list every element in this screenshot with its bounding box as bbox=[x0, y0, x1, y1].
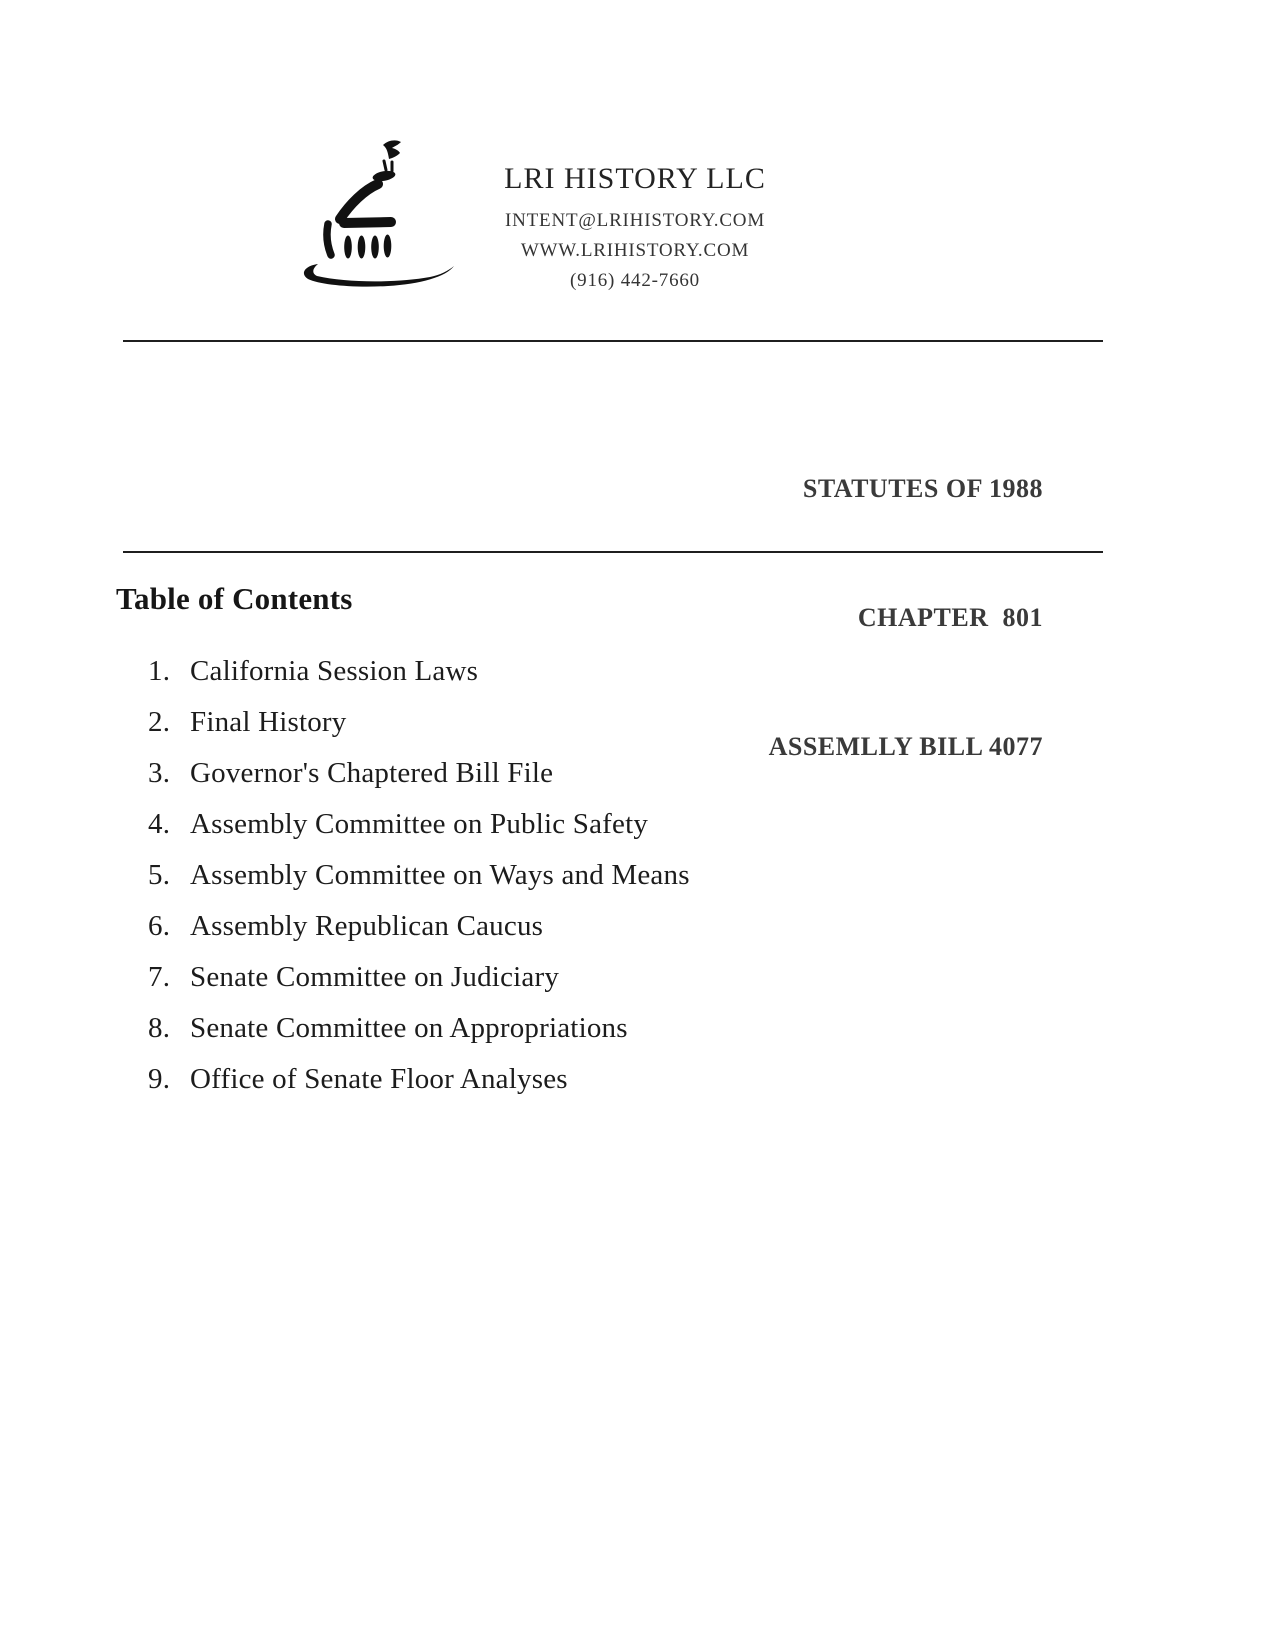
contact-block bbox=[432, 206, 838, 296]
chapter-line: CHAPTER 801 bbox=[857, 603, 1043, 632]
toc-item-label: Assembly Committee on Public Safety bbox=[190, 808, 649, 840]
toc-item bbox=[148, 656, 690, 686]
assembly-bill-line: ASSEMLLY BILL 4077 bbox=[768, 732, 1043, 761]
website-url: WWW.LRIHISTORY.COM bbox=[520, 240, 750, 261]
toc-item-label: California Session Laws bbox=[190, 655, 479, 687]
toc-item-label: Senate Committee on Judiciary bbox=[190, 961, 560, 993]
toc-item-number: 6. bbox=[148, 910, 171, 942]
toc-item-label: Senate Committee on Appropriations bbox=[190, 1012, 628, 1044]
toc-item bbox=[148, 962, 690, 992]
toc-item bbox=[148, 911, 690, 941]
statutes-line: STATUTES OF 1988 bbox=[802, 474, 1043, 503]
toc-item-number: 5. bbox=[148, 859, 171, 891]
toc-item bbox=[148, 860, 690, 890]
toc-item-label: Office of Senate Floor Analyses bbox=[190, 1063, 568, 1095]
phone-number: (916) 442-7660 bbox=[570, 270, 700, 291]
toc-item bbox=[148, 1013, 690, 1043]
toc-item-label: Final History bbox=[190, 706, 347, 738]
toc-item bbox=[148, 758, 690, 788]
toc-item-number: 8. bbox=[148, 1012, 171, 1044]
toc-item-number: 9. bbox=[148, 1063, 171, 1095]
divider-top bbox=[123, 340, 1103, 342]
toc-heading: Table of Contents bbox=[116, 581, 353, 616]
divider-bottom bbox=[123, 551, 1103, 553]
letterhead bbox=[432, 160, 838, 296]
toc-list bbox=[148, 656, 690, 1115]
toc-item bbox=[148, 1064, 690, 1094]
company-name: LRI HISTORY LLC bbox=[504, 162, 766, 195]
bill-title-block bbox=[769, 381, 1043, 854]
toc-item bbox=[148, 809, 690, 839]
toc-item-number: 7. bbox=[148, 961, 171, 993]
toc-item-number: 3. bbox=[148, 757, 171, 789]
toc-item-number: 2. bbox=[148, 706, 171, 738]
toc-item-label: Assembly Committee on Ways and Means bbox=[190, 859, 690, 891]
email-address: INTENT@LRIHISTORY.COM bbox=[504, 210, 766, 231]
toc-item-label: Governor's Chaptered Bill File bbox=[190, 757, 554, 789]
toc-item-label: Assembly Republican Caucus bbox=[190, 910, 544, 942]
toc-item-number: 1. bbox=[148, 655, 171, 687]
toc-item-number: 4. bbox=[148, 808, 171, 840]
toc-item bbox=[148, 707, 690, 737]
